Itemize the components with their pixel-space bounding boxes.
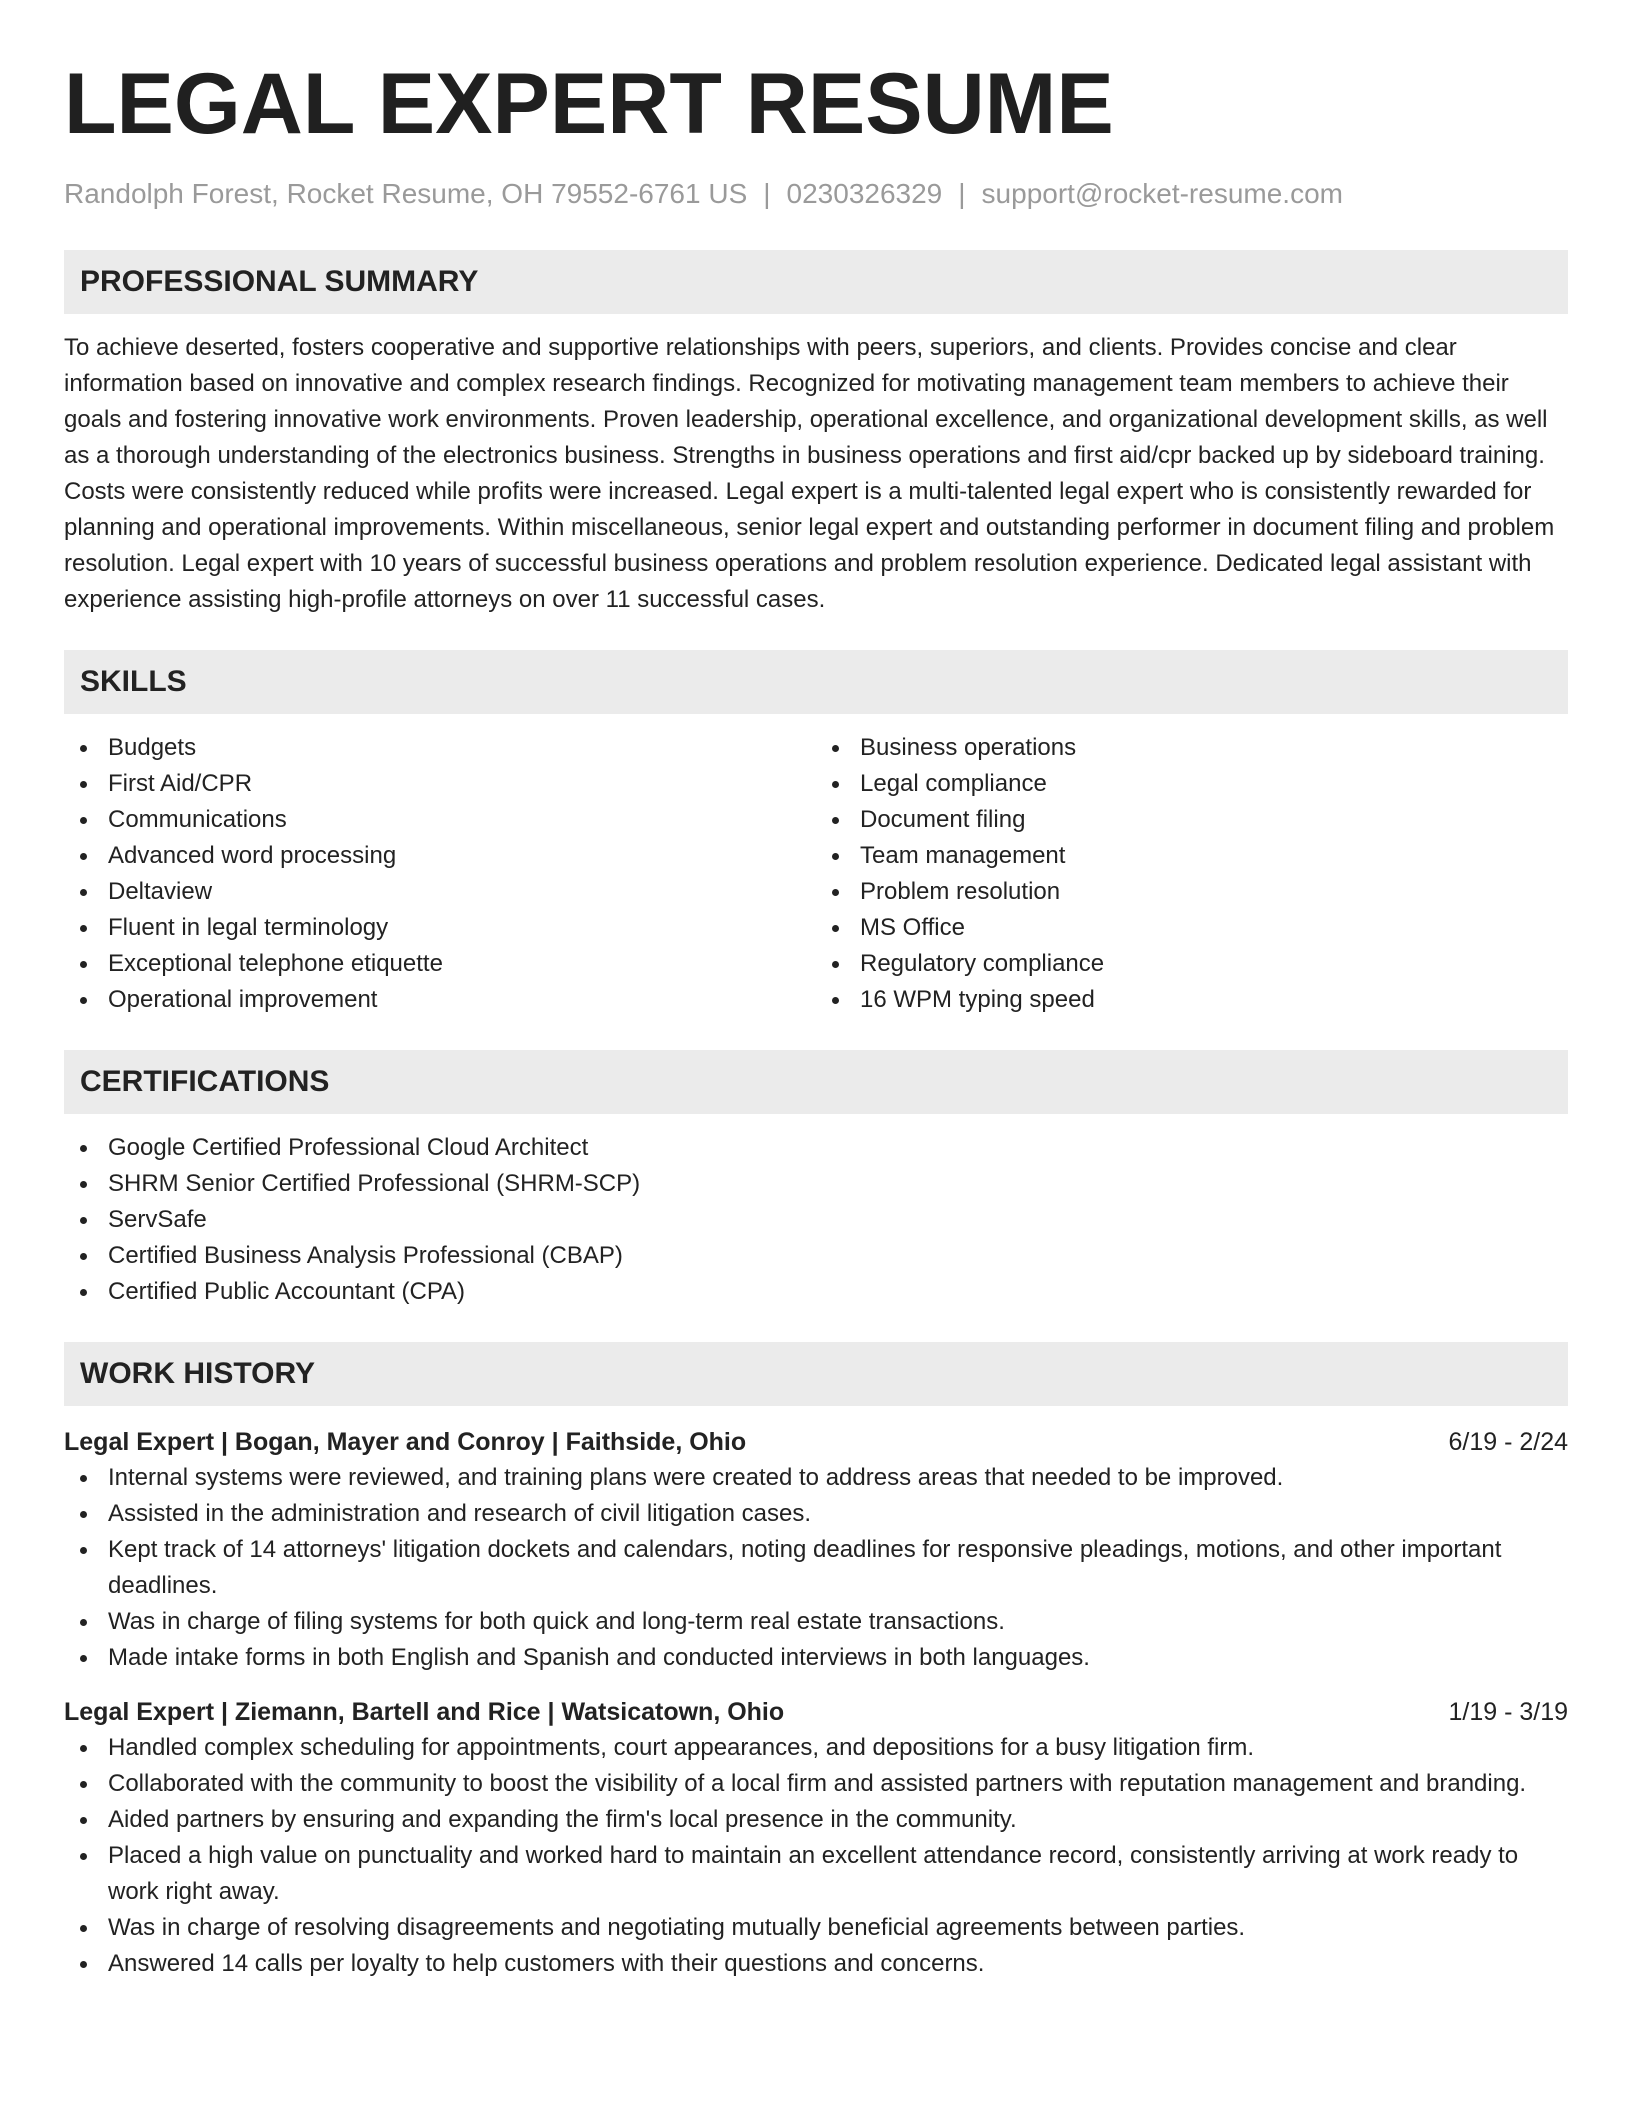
job-bullet: Was in charge of filing systems for both quick and long-term real estate transactions.	[64, 1604, 1568, 1640]
skill-item: Regulatory compliance	[816, 946, 1568, 982]
job-entry	[64, 1694, 1568, 1982]
skill-item: Operational improvement	[64, 982, 816, 1018]
skill-item: Team management	[816, 838, 1568, 874]
skill-item: Deltaview	[64, 874, 816, 910]
contact-line	[64, 176, 1568, 212]
skills-column-right	[816, 730, 1568, 1018]
job-title: Legal Expert | Ziemann, Bartell and Rice | Watsicatown, Ohio	[64, 1698, 785, 1726]
skill-item: Exceptional telephone etiquette	[64, 946, 816, 982]
job-dates: 1/19 - 3/19	[1448, 1698, 1568, 1726]
section-heading-work-history: WORK HISTORY	[64, 1342, 1568, 1406]
job-bullet: Handled complex scheduling for appointments, court appearances, and depositions for a busy litigation firm.	[64, 1730, 1568, 1766]
skill-item: Legal compliance	[816, 766, 1568, 802]
page-title: LEGAL EXPERT RESUME	[64, 56, 1114, 152]
skill-item: Business operations	[816, 730, 1568, 766]
job-bullet: Assisted in the administration and research of civil litigation cases.	[64, 1496, 1568, 1532]
job-bullet: Answered 14 calls per loyalty to help customers with their questions and concerns.	[64, 1946, 1568, 1982]
summary-text: To achieve deserted, fosters cooperative and supportive relationships with peers, superiors, and clients. Provides concise and clear information based on innovative and complex research findings. Recognized for motivating management team members to achieve their goals and fostering innovative work environments. Proven leadership, operational excellence, and organizational development skills, as well as a thorough understanding of the electronics business. Strengths in business operations and first aid/cpr backed up by sideboard training. Costs were consistently reduced while profits were increased. Legal expert is a multi-talented legal expert who is consistently rewarded for planning and operational improvements. Within miscellaneous, senior legal expert and outstanding performer in document filing and problem resolution. Legal expert with 10 years of successful business operations and problem resolution experience. Dedicated legal assistant with experience assisting high-profile attorneys on over 11 successful cases.	[64, 334, 1555, 613]
skill-item: Budgets	[64, 730, 816, 766]
skills-list-left	[64, 730, 816, 1018]
section-heading-summary: PROFESSIONAL SUMMARY	[64, 250, 1568, 314]
job-bullet: Collaborated with the community to boost the visibility of a local firm and assisted partners with reputation management and branding.	[64, 1766, 1568, 1802]
job-bullet: Kept track of 14 attorneys' litigation dockets and calendars, noting deadlines for responsive pleadings, motions, and other important deadlines.	[64, 1532, 1568, 1604]
skill-item: 16 WPM typing speed	[816, 982, 1568, 1018]
skill-item: MS Office	[816, 910, 1568, 946]
job-dates: 6/19 - 2/24	[1448, 1428, 1568, 1456]
job-bullet: Made intake forms in both English and Spanish and conducted interviews in both languages.	[64, 1640, 1568, 1676]
contact-separator: |	[763, 178, 771, 209]
job-title: Legal Expert | Bogan, Mayer and Conroy | Faithside, Ohio	[64, 1428, 747, 1456]
job-header	[64, 1694, 1568, 1730]
skill-item: Advanced word processing	[64, 838, 816, 874]
skills-grid	[64, 730, 1568, 1018]
contact-phone: 0230326329	[786, 178, 943, 209]
job-bullet: Internal systems were reviewed, and training plans were created to address areas that needed to be improved.	[64, 1460, 1568, 1496]
section-heading-skills: SKILLS	[64, 650, 1568, 714]
certification-item: Certified Business Analysis Professional (CBAP)	[64, 1238, 1568, 1274]
skill-item: Fluent in legal terminology	[64, 910, 816, 946]
skill-item: First Aid/CPR	[64, 766, 816, 802]
job-bullet-list	[64, 1460, 1568, 1676]
contact-address: Randolph Forest, Rocket Resume, OH 79552-6761 US	[64, 178, 748, 209]
skill-item: Problem resolution	[816, 874, 1568, 910]
skills-list-right	[816, 730, 1568, 1018]
certification-item: SHRM Senior Certified Professional (SHRM-SCP)	[64, 1166, 1568, 1202]
skills-column-left	[64, 730, 816, 1018]
section-heading-certifications: CERTIFICATIONS	[64, 1050, 1568, 1114]
job-bullet: Placed a high value on punctuality and worked hard to maintain an excellent attendance record, consistently arriving at work ready to work right away.	[64, 1838, 1568, 1910]
skill-item: Communications	[64, 802, 816, 838]
contact-email: support@rocket-resume.com	[981, 178, 1343, 209]
skill-item: Document filing	[816, 802, 1568, 838]
job-entry	[64, 1424, 1568, 1676]
certification-item: Google Certified Professional Cloud Architect	[64, 1130, 1568, 1166]
certification-item: ServSafe	[64, 1202, 1568, 1238]
job-bullet-list	[64, 1730, 1568, 1982]
job-bullet: Was in charge of resolving disagreements and negotiating mutually beneficial agreements between parties.	[64, 1910, 1568, 1946]
contact-separator: |	[958, 178, 966, 209]
job-bullet: Aided partners by ensuring and expanding the firm's local presence in the community.	[64, 1802, 1568, 1838]
certification-item: Certified Public Accountant (CPA)	[64, 1274, 1568, 1310]
certifications-list	[64, 1130, 1568, 1310]
job-header	[64, 1424, 1568, 1460]
